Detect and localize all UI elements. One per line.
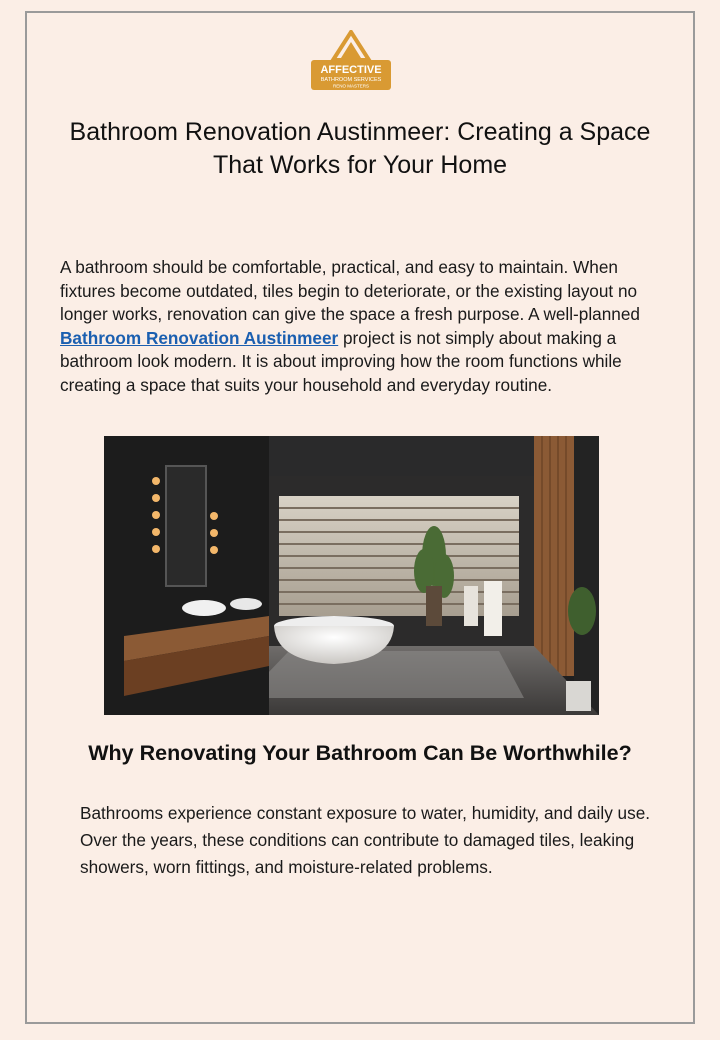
intro-text-before: A bathroom should be comfortable, practical, and easy to maintain. When fixtures become outdated, tiles begin to deteriorate, or the existing layout no longer works, renovation can give the space a fresh purpose. A well-planned [60, 257, 640, 324]
intro-paragraph [60, 256, 660, 397]
bathroom-photo [104, 436, 599, 715]
bathroom-renovation-link[interactable]: Bathroom Renovation Austinmeer [60, 327, 339, 348]
logo-line1: AFFECTIVE [320, 64, 382, 76]
section-paragraph: Bathrooms experience constant exposure to water, humidity, and daily use. Over the years, these conditions can contribute to damaged tiles, leaking showers, worn fittings, and moisture-related problems. [80, 803, 651, 877]
page-title: Bathroom Renovation Austinmeer: Creating a Space That Works for Your Home [69, 118, 651, 179]
intro-text-after: project is not simply about making a bathroom look modern. It is about improving how the room functions while creating a space that suits your household and everyday routine. [60, 327, 622, 395]
section-heading: Why Renovating Your Bathroom Can Be Worthwhile? [88, 741, 632, 765]
logo-line3: RENO MASTERS [332, 83, 370, 89]
company-logo [309, 30, 393, 92]
logo-line2: BATHROOM SERVICES [320, 77, 382, 83]
